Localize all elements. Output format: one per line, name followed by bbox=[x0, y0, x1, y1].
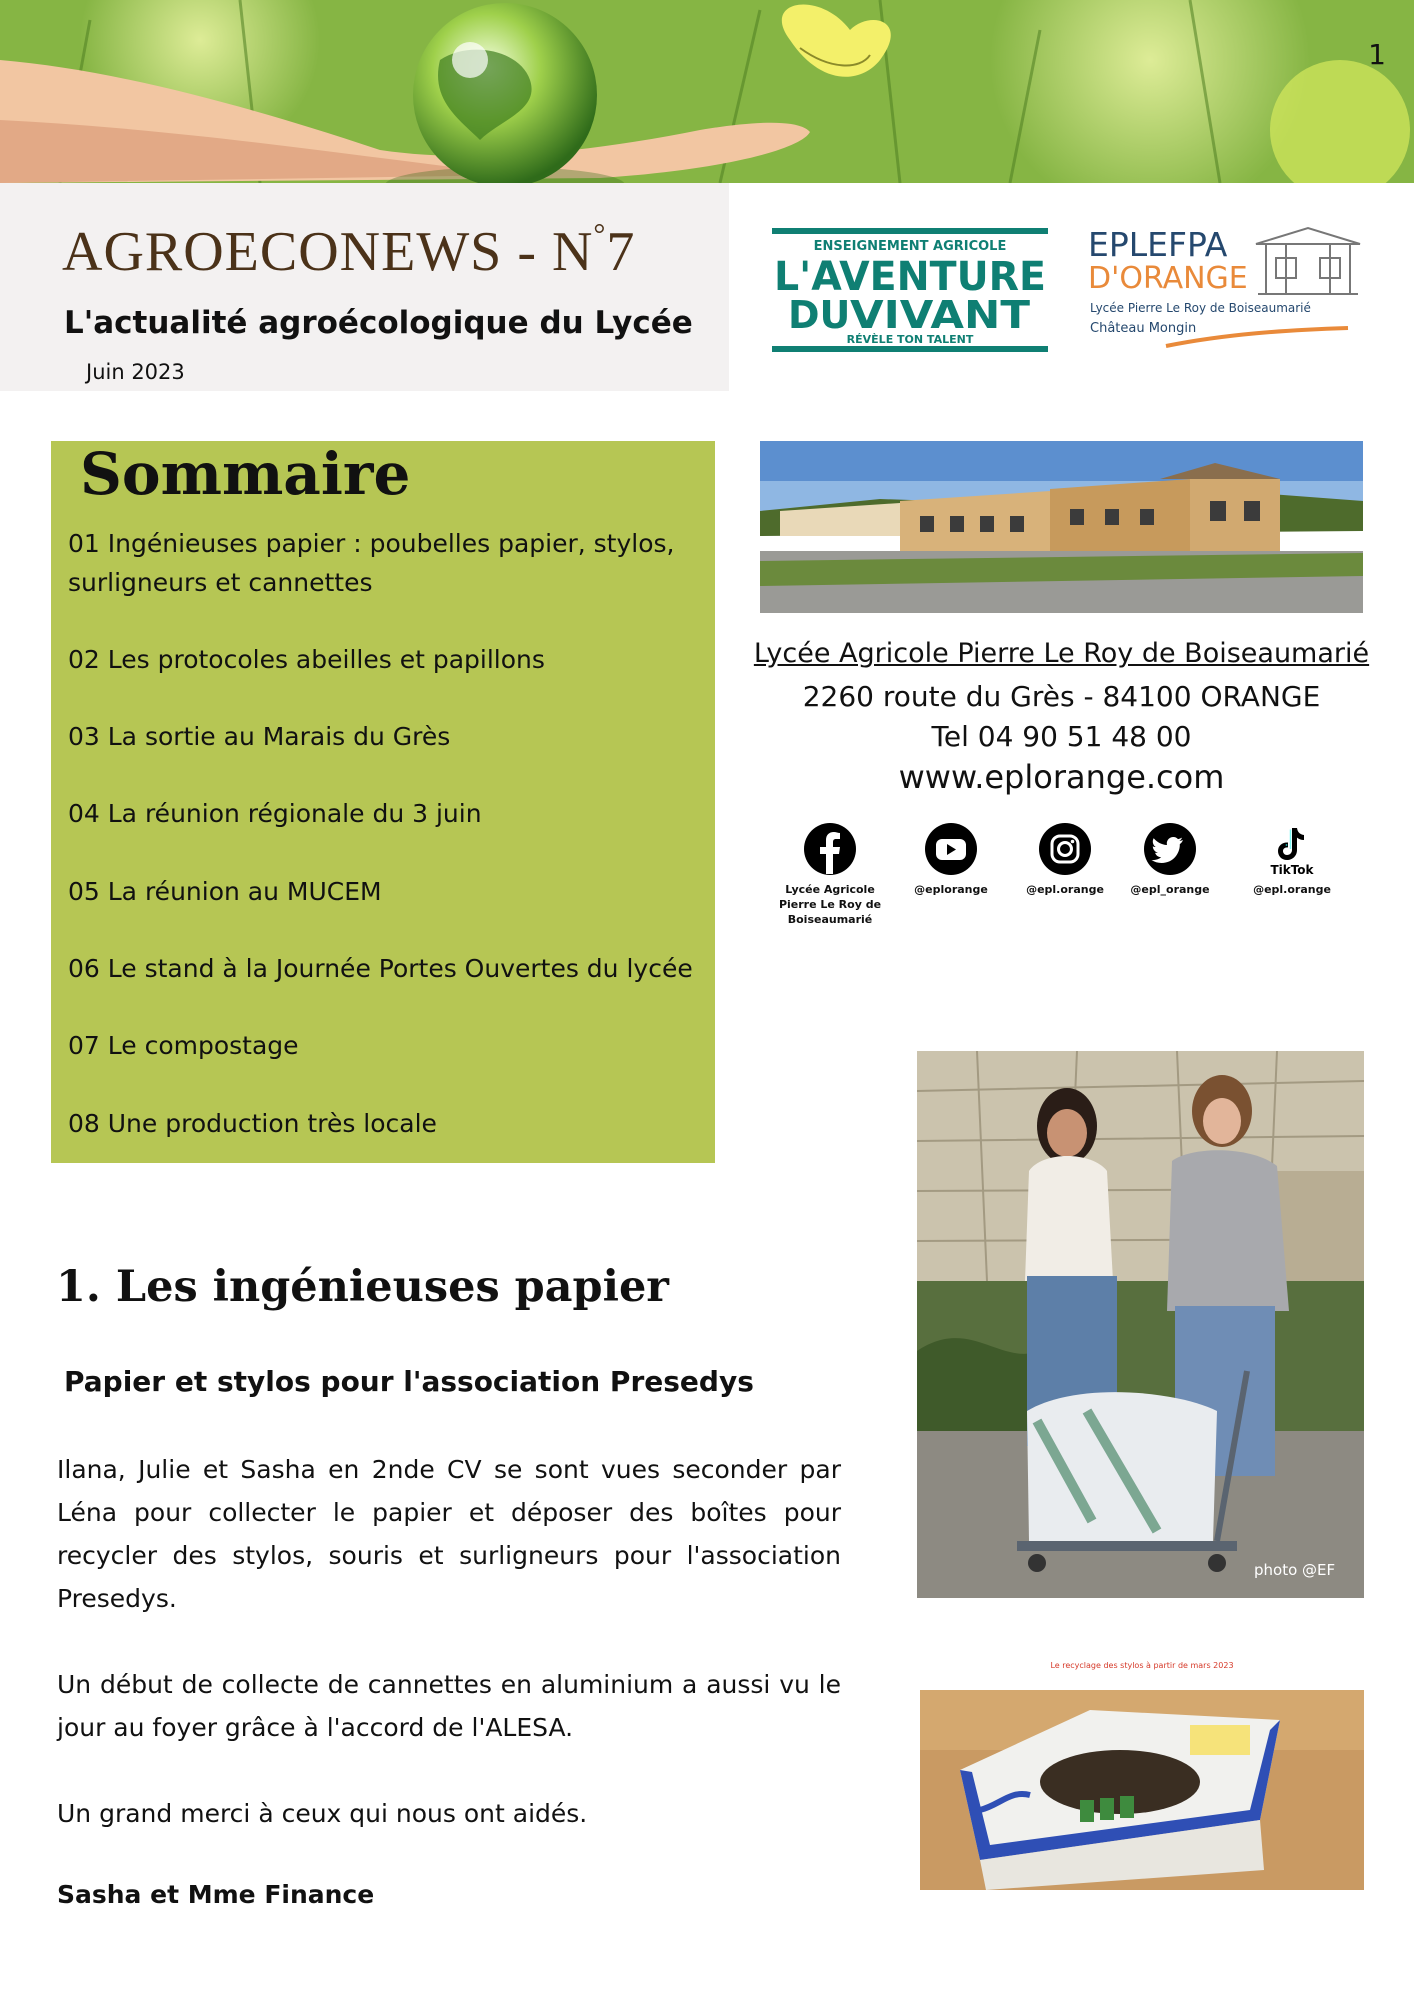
toc-item-01[interactable]: 01 Ingénieuses papier : poubelles papier, stylos, surligneurs et cannettes bbox=[68, 529, 675, 597]
youtube-icon bbox=[924, 822, 978, 876]
aventure-top-text: ENSEIGNEMENT AGRICOLE bbox=[813, 239, 1007, 254]
eplefpa-line1: EPLEFPA bbox=[1088, 225, 1228, 264]
sommaire-title: Sommaire bbox=[80, 440, 411, 508]
tiktok-label: @epl.orange bbox=[1253, 883, 1331, 896]
chateau-icon bbox=[1256, 228, 1360, 294]
youtube-label: @eplorange bbox=[914, 883, 988, 896]
newsletter-title bbox=[62, 218, 635, 284]
school-address: 2260 route du Grès - 84100 ORANGE bbox=[802, 680, 1321, 713]
school-name-link[interactable]: Lycée Agricole Pierre Le Roy de Boiseaumarié bbox=[753, 638, 1370, 669]
tiktok-icon bbox=[1265, 822, 1319, 876]
instagram-icon bbox=[1038, 822, 1092, 876]
aventure-bottom-text: RÉVÈLE TON TALENT bbox=[846, 333, 974, 346]
eplefpa-line3: Lycée Pierre Le Roy de Boiseaumarié bbox=[1090, 301, 1311, 315]
aventure-line2a: DU bbox=[788, 293, 851, 337]
social-instagram[interactable] bbox=[1005, 822, 1125, 897]
facebook-icon bbox=[803, 822, 857, 876]
section-title: 1. Les ingénieuses papier bbox=[56, 1262, 669, 1312]
title-degree: ° bbox=[593, 218, 607, 251]
toc-item-05[interactable]: 05 La réunion au MUCEM bbox=[68, 877, 382, 906]
section-subtitle: Papier et stylos pour l'association Presedys bbox=[64, 1365, 754, 1398]
toc-item-06[interactable]: 06 Le stand à la Journée Portes Ouvertes du lycée bbox=[68, 954, 693, 983]
social-tiktok[interactable] bbox=[1232, 822, 1352, 897]
toc-item-08[interactable]: 08 Une production très locale bbox=[68, 1109, 437, 1138]
toc-item-04[interactable]: 04 La réunion régionale du 3 juin bbox=[68, 799, 482, 828]
hero-illustration bbox=[0, 0, 1414, 183]
school-building-photo bbox=[760, 441, 1363, 613]
social-facebook[interactable] bbox=[770, 822, 890, 927]
social-twitter[interactable] bbox=[1110, 822, 1230, 897]
toc-item-07[interactable]: 07 Le compostage bbox=[68, 1031, 299, 1060]
social-youtube[interactable] bbox=[891, 822, 1011, 897]
article-author: Sasha et Mme Finance bbox=[57, 1880, 375, 1909]
toc-item-02[interactable]: 02 Les protocoles abeilles et papillons bbox=[68, 645, 545, 674]
issue-date: Juin 2023 bbox=[86, 360, 185, 384]
instagram-label: @epl.orange bbox=[1026, 883, 1104, 896]
article-paragraph-3: Un grand merci à ceux qui nous ont aidés. bbox=[57, 1799, 588, 1828]
aventure-line2b: VIVANT bbox=[850, 293, 1031, 337]
school-website[interactable]: www.eplorange.com bbox=[898, 758, 1225, 796]
eplefpa-orange-logo bbox=[1086, 222, 1362, 352]
twitter-label: @epl_orange bbox=[1130, 883, 1210, 896]
article-paragraph-2: Un début de collecte de cannettes en aluminium a aussi vu le jour au foyer grâce à l'accord de l'ALESA. bbox=[57, 1670, 841, 1742]
page-number: 1 bbox=[1368, 38, 1386, 71]
recycling-box-caption: Le recyclage des stylos à partir de mars 2023 bbox=[1050, 1661, 1234, 1670]
aventure-line1: L'AVENTURE bbox=[774, 254, 1046, 300]
school-phone: Tel 04 90 51 48 00 bbox=[931, 720, 1192, 753]
title-issue-number: 7 bbox=[606, 221, 636, 283]
toc-item-03[interactable]: 03 La sortie au Marais du Grès bbox=[68, 722, 451, 751]
twitter-icon bbox=[1143, 822, 1197, 876]
aventure-du-vivant-logo bbox=[772, 228, 1048, 352]
photo-credit: photo @EF bbox=[1254, 1561, 1336, 1579]
newsletter-subtitle: L'actualité agroécologique du Lycée bbox=[64, 305, 693, 341]
facebook-label: Lycée Agricole Pierre Le Roy de Boiseaumarié bbox=[778, 883, 882, 926]
title-text: AGROECONEWS - N bbox=[62, 221, 594, 283]
hero-banner-image bbox=[0, 0, 1414, 183]
pen-recycling-box-photo bbox=[920, 1690, 1364, 1890]
eplefpa-line4: Château Mongin bbox=[1090, 321, 1197, 336]
eplefpa-line2: D'ORANGE bbox=[1088, 261, 1248, 296]
article-paragraph-1: Ilana, Julie et Sasha en 2nde CV se sont vues seconder par Léna pour collecter le papier et déposer des boîtes pour recycler des stylos, souris et surligneurs pour l'association Presedys. bbox=[57, 1455, 841, 1613]
tiktok-brand: TikTok bbox=[1270, 863, 1314, 876]
students-recycling-photo bbox=[917, 1051, 1364, 1598]
